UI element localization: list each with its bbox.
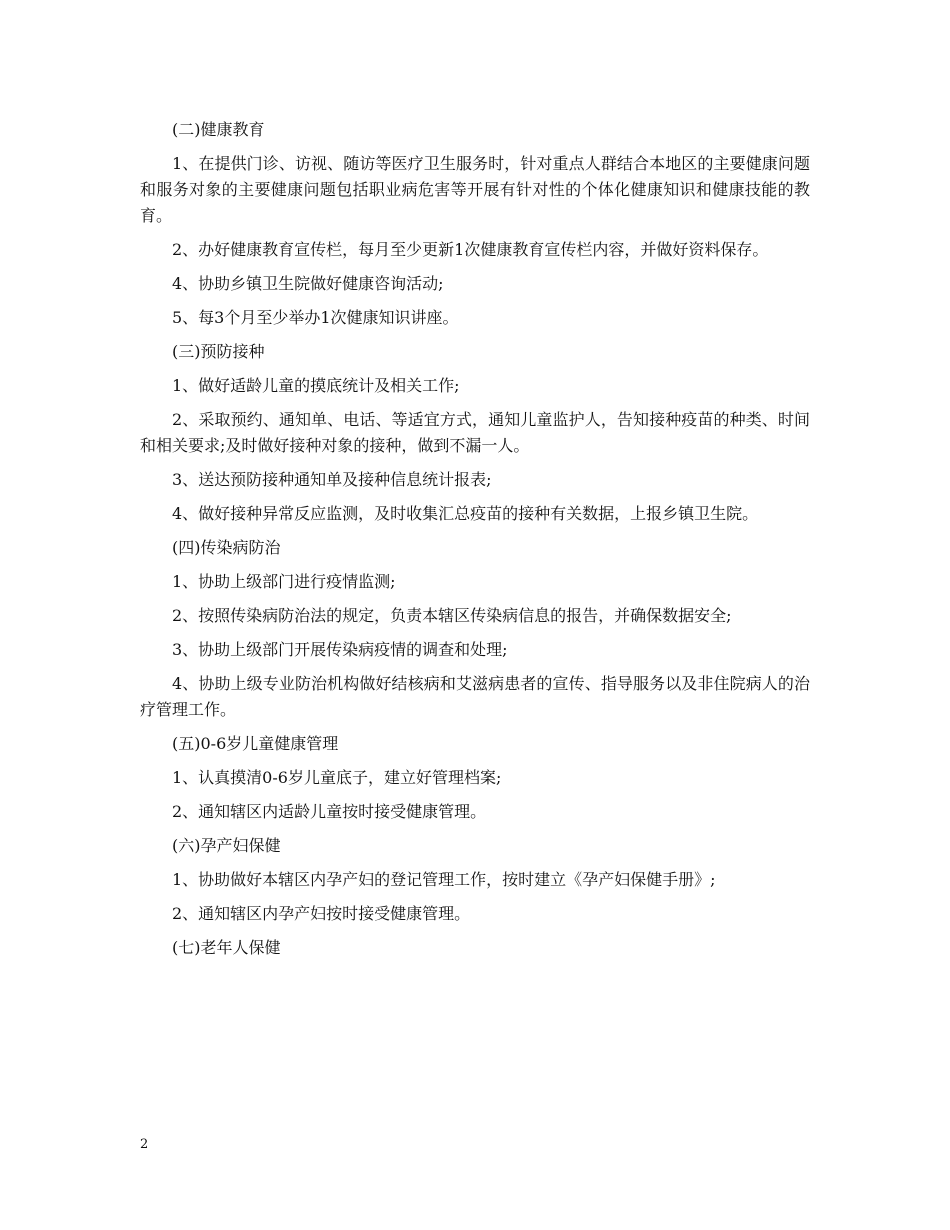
paragraph: 1、做好适龄儿童的摸底统计及相关工作; — [172, 376, 460, 395]
paragraph: 2、通知辖区内适龄儿童按时接受健康管理。 — [172, 802, 487, 821]
paragraph: 3、协助上级部门开展传染病疫情的调查和处理; — [172, 640, 508, 659]
paragraph: 2、采取预约、通知单、电话、等适宜方式，通知儿童监护人，告知接种疫苗的种类、时间和相关要求;及时做好接种对象的接种，做到不漏一人。 — [140, 410, 810, 455]
section-heading: (二)健康教育 — [172, 120, 265, 139]
paragraph: 5、每3个月至少举办1次健康知识讲座。 — [172, 308, 459, 327]
page-number: 2 — [140, 1137, 149, 1152]
paragraph: 1、协助上级部门进行疫情监测; — [172, 572, 396, 591]
paragraph: 4、协助乡镇卫生院做好健康咨询活动; — [172, 274, 444, 293]
paragraph: 4、做好接种异常反应监测，及时收集汇总疫苗的接种有关数据，上报乡镇卫生院。 — [172, 504, 759, 523]
section-heading: (七)老年人保健 — [172, 938, 281, 957]
paragraph: 1、认真摸清0-6岁儿童底子，建立好管理档案; — [172, 768, 502, 787]
paragraph: 2、通知辖区内孕产妇按时接受健康管理。 — [172, 904, 471, 923]
section-heading: (六)孕产妇保健 — [172, 836, 281, 855]
paragraph: 4、协助上级专业防治机构做好结核病和艾滋病患者的宣传、指导服务以及非住院病人的治疗管理工作。 — [140, 674, 810, 719]
paragraph: 1、在提供门诊、访视、随访等医疗卫生服务时，针对重点人群结合本地区的主要健康问题和服务对象的主要健康问题包括职业病危害等开展有针对性的个体化健康知识和健康技能的教育。 — [140, 154, 810, 225]
paragraph: 3、送达预防接种通知单及接种信息统计报表; — [172, 470, 492, 489]
document-body — [140, 117, 810, 969]
section-heading: (四)传染病防治 — [172, 538, 281, 557]
section-heading: (五)0-6岁儿童健康管理 — [172, 734, 339, 753]
section-heading: (三)预防接种 — [172, 342, 265, 361]
paragraph: 2、办好健康教育宣传栏，每月至少更新1次健康教育宣传栏内容，并做好资料保存。 — [172, 240, 769, 259]
paragraph: 2、按照传染病防治法的规定，负责本辖区传染病信息的报告，并确保数据安全; — [172, 606, 732, 625]
paragraph: 1、协助做好本辖区内孕产妇的登记管理工作，按时建立《孕产妇保健手册》; — [172, 870, 716, 889]
